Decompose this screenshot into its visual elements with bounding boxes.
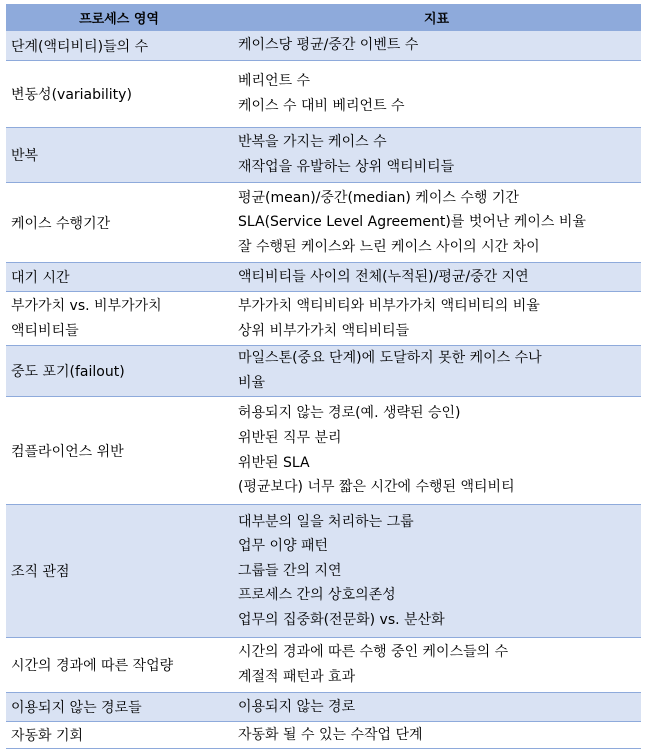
metric-text: 재작업을 유발하는 상위 액티비티들: [238, 159, 455, 175]
metric-text: 허용되지 않는 경로(예. 생략된 승인): [238, 405, 461, 422]
process-area-cell: 대기 시간: [11, 270, 70, 286]
metrics-cell: [232, 505, 641, 637]
metric-text: 평균(mean)/중간(median) 케이스 수행 기간: [238, 189, 519, 206]
table-row: [6, 693, 641, 722]
metric-text: 케이스당 평균/중간 이벤트 수: [238, 37, 419, 54]
metrics-cell: [232, 722, 641, 748]
process-metrics-table: [6, 4, 641, 749]
metric-text: 업무 이양 패턴: [238, 538, 329, 555]
table-row: [6, 263, 641, 292]
process-area-cell: 변동성(variability): [11, 87, 132, 103]
metric-text: 마일스톤(중요 단계)에 도달하지 못한 케이스 수나: [238, 350, 542, 367]
metric-text: 프로세스 간의 상호의존성: [238, 587, 396, 604]
metrics-cell: [232, 693, 641, 721]
process-area-line: 부가가치 vs. 비부가가치: [11, 297, 162, 314]
metric-text: 자동화 될 수 있는 수작업 단계: [238, 726, 423, 743]
metrics-cell: [232, 31, 641, 60]
metric-text: 베리언트 수: [238, 73, 311, 90]
metric-text: 대부분의 일을 처리하는 그룹: [238, 513, 414, 530]
metric-text: (평균보다) 너무 짧은 시간에 수행된 액티비티: [238, 479, 515, 496]
metrics-cell: [232, 292, 641, 345]
table-row: [6, 61, 641, 128]
metrics-cell: [232, 128, 641, 182]
header-metrics: 지표: [423, 12, 450, 27]
process-area-cell: [6, 292, 232, 345]
process-area-cell: 이용되지 않는 경로들: [11, 700, 142, 716]
table-row: [6, 346, 641, 397]
metric-text: SLA(Service Level Agreement)를 벗어난 케이스 비율: [238, 214, 586, 231]
table-row: [6, 128, 641, 183]
metrics-cell: [232, 263, 641, 291]
process-area-cell: 시간의 경과에 따른 작업량: [11, 658, 174, 674]
metric-text: 케이스 수 대비 베리언트 수: [238, 98, 405, 114]
metric-text: 계절적 패턴과 효과: [238, 669, 356, 685]
table-row: [6, 31, 641, 61]
metric-text: 비율: [238, 375, 266, 391]
process-area-cell: 단계(액티비티)들의 수: [11, 38, 149, 55]
header-process-area: 프로세스 영역: [79, 12, 159, 27]
metric-text: 위반된 SLA: [238, 454, 310, 471]
process-area-cell: 조직 관점: [11, 564, 70, 580]
table-row: [6, 397, 641, 505]
process-area-cell: 컴플라이언스 위반: [11, 443, 124, 460]
metrics-cell: [232, 61, 641, 127]
metric-text: 반복을 가지는 케이스 수: [238, 134, 387, 151]
process-area-line: 액티비티들: [11, 322, 79, 339]
table-row: [6, 638, 641, 693]
metric-text: 위반된 직무 분리: [238, 429, 342, 446]
metrics-cell: [232, 346, 641, 396]
table-header: [6, 4, 641, 31]
table-row: [6, 292, 641, 346]
metric-text: 상위 비부가가치 액티비티들: [238, 322, 410, 339]
table-row: [6, 505, 641, 638]
metrics-cell: [232, 397, 641, 504]
metric-text: 액티비티들 사이의 전체(누적된)/평균/중간 지연: [238, 268, 529, 285]
process-area-cell: 자동화 기회: [11, 728, 84, 744]
metric-text: 이용되지 않는 경로: [238, 698, 356, 715]
table-row: [6, 183, 641, 263]
process-area-cell: 케이스 수행기간: [11, 215, 111, 232]
metrics-cell: [232, 638, 641, 692]
process-area-cell: 반복: [11, 148, 39, 164]
metric-text: 부가가치 액티비티와 비부가가치 액티비티의 비율: [238, 297, 540, 314]
process-area-cell: 중도 포기(failout): [11, 364, 125, 380]
metric-text: 시간의 경과에 따른 수행 중인 케이스들의 수: [238, 644, 509, 661]
metrics-cell: [232, 183, 641, 262]
metric-text: 그룹들 간의 지연: [238, 562, 342, 579]
table-row: [6, 722, 641, 749]
metric-text: 업무의 집중화(전문화) vs. 분산화: [238, 611, 445, 628]
metric-text: 잘 수행된 케이스와 느린 케이스 사이의 시간 차이: [238, 238, 540, 255]
